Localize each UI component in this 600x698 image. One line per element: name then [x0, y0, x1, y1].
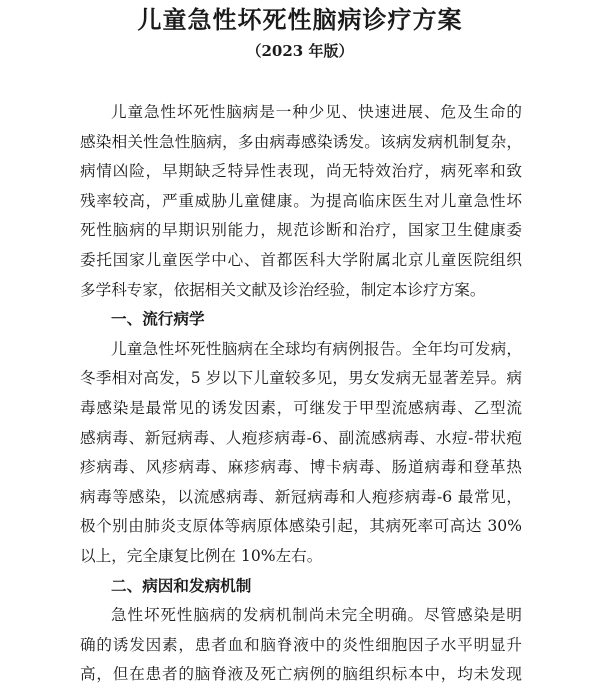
epidemiology-line: 病毒等感染，以流感病毒、新冠病毒和人疱疹病毒-6 最常见，: [80, 487, 522, 506]
section-heading-etiology: 二、病因和发病机制: [111, 576, 252, 595]
intro-line: 多学科专家，依据相关文献及诊治经验，制定本诊疗方案。: [80, 280, 486, 299]
intro-line: 委托国家儿童医学中心、首都医科大学附属北京儿童医院组织: [80, 250, 522, 269]
epidemiology-line: 毒感染是最常见的诱发因素，可继发于甲型流感病毒、乙型流: [80, 398, 522, 417]
intro-line: 死性脑病的早期识别能力，规范诊断和治疗，国家卫生健康委: [80, 221, 522, 240]
etiology-paragraph: [80, 601, 522, 690]
document-body: [80, 98, 522, 690]
intro-line: 病情凶险，早期缺乏特异性表现，尚无特效治疗，病死率和致: [80, 162, 522, 181]
document-title: 儿童急性坏死性脑病诊疗方案: [137, 6, 463, 34]
epidemiology-line: 儿童急性坏死性脑病在全球均有病例报告。全年均可发病，: [111, 339, 522, 358]
document-subtitle: （2023 年版）: [246, 42, 354, 60]
intro-paragraph: [80, 98, 522, 305]
etiology-line: 急性坏死性脑病的发病机制尚未完全明确。尽管感染是明: [111, 606, 522, 625]
epidemiology-paragraph: [80, 335, 522, 572]
intro-line: 感染相关性急性脑病，多由病毒感染诱发。该病发病机制复杂，: [80, 132, 522, 151]
epidemiology-line: 感病毒、新冠病毒、人疱疹病毒-6、副流感病毒、水痘-带状疱: [80, 428, 522, 447]
epidemiology-line: 以上，完全康复比例在 10%左右。: [80, 546, 323, 565]
etiology-line: 高，但在患者的脑脊液及死亡病例的脑组织标本中，均未发现: [80, 665, 522, 684]
epidemiology-line: 疹病毒、风疹病毒、麻疹病毒、博卡病毒、肠道病毒和登革热: [80, 458, 522, 477]
intro-line: 儿童急性坏死性脑病是一种少见、快速进展、危及生命的: [111, 103, 522, 121]
epidemiology-line: 极个别由肺炎支原体等病原体感染引起，其病死率可高达 30%: [80, 517, 522, 536]
intro-line: 残率较高，严重威胁儿童健康。为提高临床医生对儿童急性坏: [80, 191, 522, 210]
epidemiology-line: 冬季相对高发，5 岁以下儿童较多见，男女发病无显著差异。病: [80, 369, 522, 388]
etiology-line: 确的诱发因素，患者血和脑脊液中的炎性细胞因子水平明显升: [80, 635, 522, 654]
section-heading-epidemiology: 一、流行病学: [111, 310, 205, 329]
